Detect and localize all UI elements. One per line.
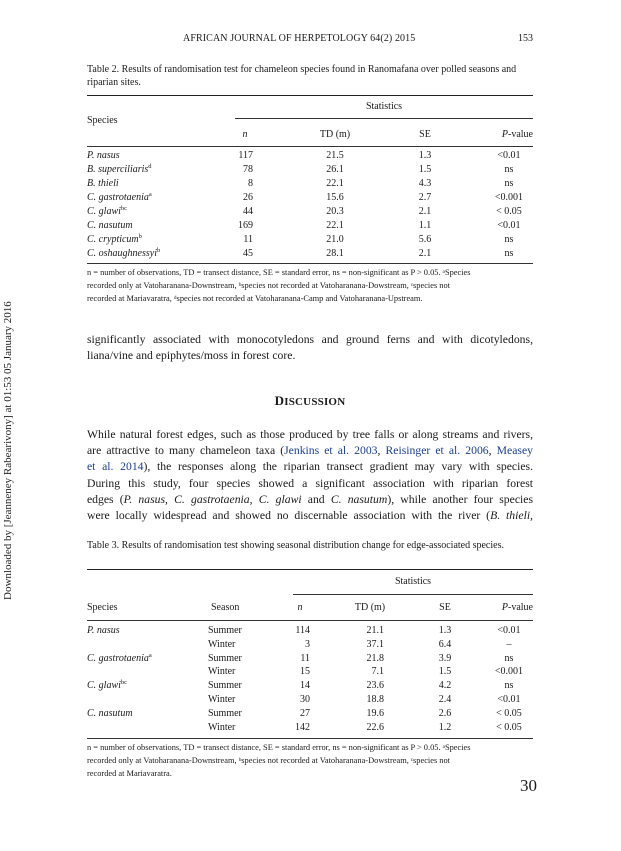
discussion-paragraph: [87, 427, 533, 524]
td-value: 22.6: [366, 721, 384, 733]
n-value: 27: [300, 707, 310, 719]
n-value: 142: [295, 721, 310, 733]
p-value: <0.001: [494, 192, 524, 203]
td-value: 20.3: [326, 206, 344, 217]
n-value: 3: [305, 638, 310, 650]
p-value: <0.01: [497, 625, 521, 636]
table2-species-header: Species: [87, 115, 118, 126]
n-value: 45: [243, 248, 253, 259]
footnote-marker: b: [157, 247, 161, 254]
species-name: C. nasutum: [87, 220, 133, 231]
table3-species-header: Species: [87, 602, 118, 613]
se-value: 4.2: [438, 680, 452, 692]
text-line: et al. 2014), the responses along the riparian transect gradient may vary with species.: [87, 460, 533, 474]
footnote-marker: d: [148, 163, 152, 170]
journal-title: AFRICAN JOURNAL OF HERPETOLOGY 64(2) 2015: [183, 33, 416, 44]
se-value: 1.3: [438, 625, 452, 636]
species-name: C. glawi$^{bc}$: [87, 205, 128, 217]
table2-group-rule: [235, 118, 533, 119]
table2-footnote-line: recorded at Mariavaratra, ᵈspecies not recorded at Vatoharanana-Camp and Vatoharanana-Upstream.: [87, 294, 423, 304]
folio-number: 30: [520, 776, 537, 795]
species-name: P. nasus: [87, 150, 120, 161]
season-value: Winter: [208, 666, 236, 678]
species-name: C. crypticum$^b$: [87, 233, 142, 245]
table3-top-rule: [87, 569, 533, 570]
footnote-marker: a: [148, 191, 152, 198]
table2-footnote-line: n = number of observations, TD = transect distance, SE = standard error, ns = non-significant as P > 0.05. ᵃSpecies: [87, 268, 471, 277]
table3-statistics-header: Statistics: [394, 576, 432, 587]
se-value: 3.9: [438, 652, 452, 664]
p-value: <0.01: [497, 150, 521, 161]
n-value: 15: [300, 666, 310, 678]
td-value: 22.1: [326, 178, 344, 189]
td-value: 19.6: [366, 707, 384, 719]
season-value: Winter: [208, 638, 236, 650]
discussion-heading: DISCUSSION: [274, 393, 346, 408]
footnote-marker: a: [148, 651, 152, 659]
se-value: 4.3: [418, 178, 432, 189]
se-value: 5.6: [418, 234, 432, 245]
n-value: 44: [243, 206, 253, 217]
table3-header-rule: [87, 620, 533, 621]
td-value: 7.1: [371, 666, 384, 678]
table3-bottom-rule: [87, 738, 533, 739]
text-line: While natural forest edges, such as those produced by tree falls or along streams and rivers,: [87, 428, 533, 441]
p-value: –: [506, 638, 512, 650]
citation-link[interactable]: et al. 2014: [87, 460, 144, 474]
table2-n-header: n: [242, 129, 248, 140]
table3-se-header: SE: [439, 602, 451, 613]
se-value: 1.2: [438, 721, 452, 733]
n-value: 26: [243, 192, 253, 203]
table3-footnote: [87, 741, 533, 781]
td-value: 21.1: [366, 625, 384, 636]
table3-td-header: TD (m): [354, 602, 386, 613]
td-value: 21.5: [326, 150, 344, 161]
table3-footnote-line: n = number of observations, TD = transect distance, SE = standard error, ns = non-significant as P > 0.05. ᵃSpecies: [87, 743, 471, 752]
table3-footnote-line: recorded at Mariavaratra.: [87, 769, 172, 779]
n-value: 117: [238, 150, 253, 161]
season-value: Winter: [208, 694, 236, 705]
species-name: B. superciliaris$^d$: [87, 163, 152, 175]
se-value: 2.1: [418, 248, 432, 259]
td-value: 22.1: [326, 220, 344, 231]
td-value: 21.0: [326, 234, 344, 245]
td-value: 15.6: [326, 192, 344, 203]
se-value: 1.1: [418, 220, 432, 231]
footnote-marker: bc: [120, 205, 128, 212]
table3-group-rule: [293, 594, 533, 595]
text-line: are attractive to many chameleon taxa (Jenkins et al. 2003, Reisinger et al. 2006, Measey: [87, 444, 533, 458]
table3-p-header: P-value: [501, 602, 533, 613]
se-value: 2.7: [418, 192, 432, 203]
citation-link[interactable]: Measey: [496, 444, 533, 458]
td-value: 37.1: [366, 638, 384, 650]
p-value: < 0.05: [496, 721, 522, 733]
p-value: < 0.05: [496, 707, 522, 719]
td-value: 26.1: [326, 164, 344, 175]
text-line: significantly associated with monocotyledons and ground ferns and with dicotyledons,: [87, 333, 533, 346]
table3-season-header: Season: [211, 602, 240, 613]
se-value: 2.1: [418, 206, 432, 217]
season-value: Summer: [208, 707, 242, 719]
se-value: 1.5: [418, 164, 432, 175]
text-line: During this study, four species showed a significant association with riparian forest: [87, 476, 533, 490]
table2-bottom-rule: [87, 263, 533, 264]
p-value: ns: [504, 234, 514, 245]
td-value: 18.8: [366, 694, 384, 705]
species-name: P. nasus: [87, 625, 120, 636]
text-line: liana/vine and epiphytes/moss in forest core.: [87, 349, 296, 363]
paragraph-continuation: [87, 332, 533, 364]
table2-top-rule: [87, 95, 533, 96]
table3-footnote-line: recorded only at Vatoharanana-Downstream, ᵇspecies not recorded at Vatoharanana-Dowstream, ᶜspecies not: [87, 756, 451, 766]
table2-statistics-header: Statistics: [365, 101, 403, 112]
p-value: ns: [504, 164, 514, 175]
footnote-marker: b: [138, 233, 142, 240]
se-value: 1.3: [418, 150, 432, 161]
n-value: 114: [295, 625, 310, 636]
p-value: <0.001: [494, 666, 524, 678]
p-value: ns: [504, 248, 514, 259]
p-value: ns: [504, 652, 514, 664]
citation-link[interactable]: Reisinger et al. 2006: [385, 444, 489, 458]
n-value: 78: [243, 164, 253, 175]
species-name: C. gastrotaenia$^a$: [87, 191, 152, 203]
td-value: 23.6: [366, 680, 384, 692]
p-value: ns: [504, 680, 514, 692]
n-value: 11: [243, 234, 253, 245]
se-value: 6.4: [438, 638, 452, 650]
n-value: 169: [238, 220, 253, 231]
citation-link[interactable]: Jenkins et al. 2003: [284, 444, 378, 458]
species-name: C. gastrotaenia$^a$: [87, 651, 152, 664]
p-value: < 0.05: [496, 206, 522, 217]
text-line: edges (P. nasus, C. gastrotaenia, C. glawi and C. nasutum), while another four species: [87, 492, 534, 506]
td-value: 28.1: [326, 248, 344, 259]
download-watermark: Downloaded by [Jeanneney Rabearivony] at 01:53 05 January 2016: [2, 301, 14, 600]
table2-p-header: P-value: [501, 129, 533, 140]
table3-caption: Table 3. Results of randomisation test showing seasonal distribution change for edge-associated species.: [87, 540, 504, 551]
p-value: <0.01: [497, 694, 521, 705]
table2-td-header: TD (m): [319, 129, 351, 140]
season-value: Summer: [208, 625, 242, 636]
species-name: C. oshaughnessyi$^b$: [87, 247, 161, 259]
table2-se-header: SE: [419, 129, 431, 140]
se-value: 2.6: [438, 707, 452, 719]
table2-caption: Table 2. Results of randomisation test for chameleon species found in Ranomafana over polled seasons and riparian sites.: [87, 64, 517, 88]
species-name: B. thieli: [87, 178, 119, 189]
footnote-marker: bc: [120, 679, 128, 687]
td-value: 21.8: [366, 652, 384, 664]
table2-header-rule: [87, 146, 533, 147]
table3-n-header: n: [297, 602, 303, 613]
se-value: 2.4: [438, 694, 452, 705]
season-value: Summer: [208, 652, 242, 664]
text-line: were locally widespread and showed no discernable association with the river (B. thieli,: [87, 508, 533, 522]
n-value: 30: [300, 694, 310, 705]
n-value: 8: [248, 178, 253, 189]
se-value: 1.5: [438, 666, 452, 678]
table2-footnote: [87, 266, 533, 306]
n-value: 14: [300, 680, 310, 692]
n-value: 11: [300, 652, 310, 664]
p-value: ns: [504, 178, 514, 189]
running-head: [87, 33, 533, 47]
species-name: C. nasutum: [87, 707, 133, 719]
season-value: Summer: [208, 680, 242, 692]
table2-footnote-line: recorded only at Vatoharanana-Downstream, ᵇspecies not recorded at Vatoharanana-Dowstream, ᶜspecies not: [87, 281, 451, 291]
p-value: <0.01: [497, 220, 521, 231]
season-value: Winter: [208, 721, 236, 733]
page-number: 153: [518, 33, 533, 44]
species-name: C. glawi$^{bc}$: [87, 679, 128, 692]
